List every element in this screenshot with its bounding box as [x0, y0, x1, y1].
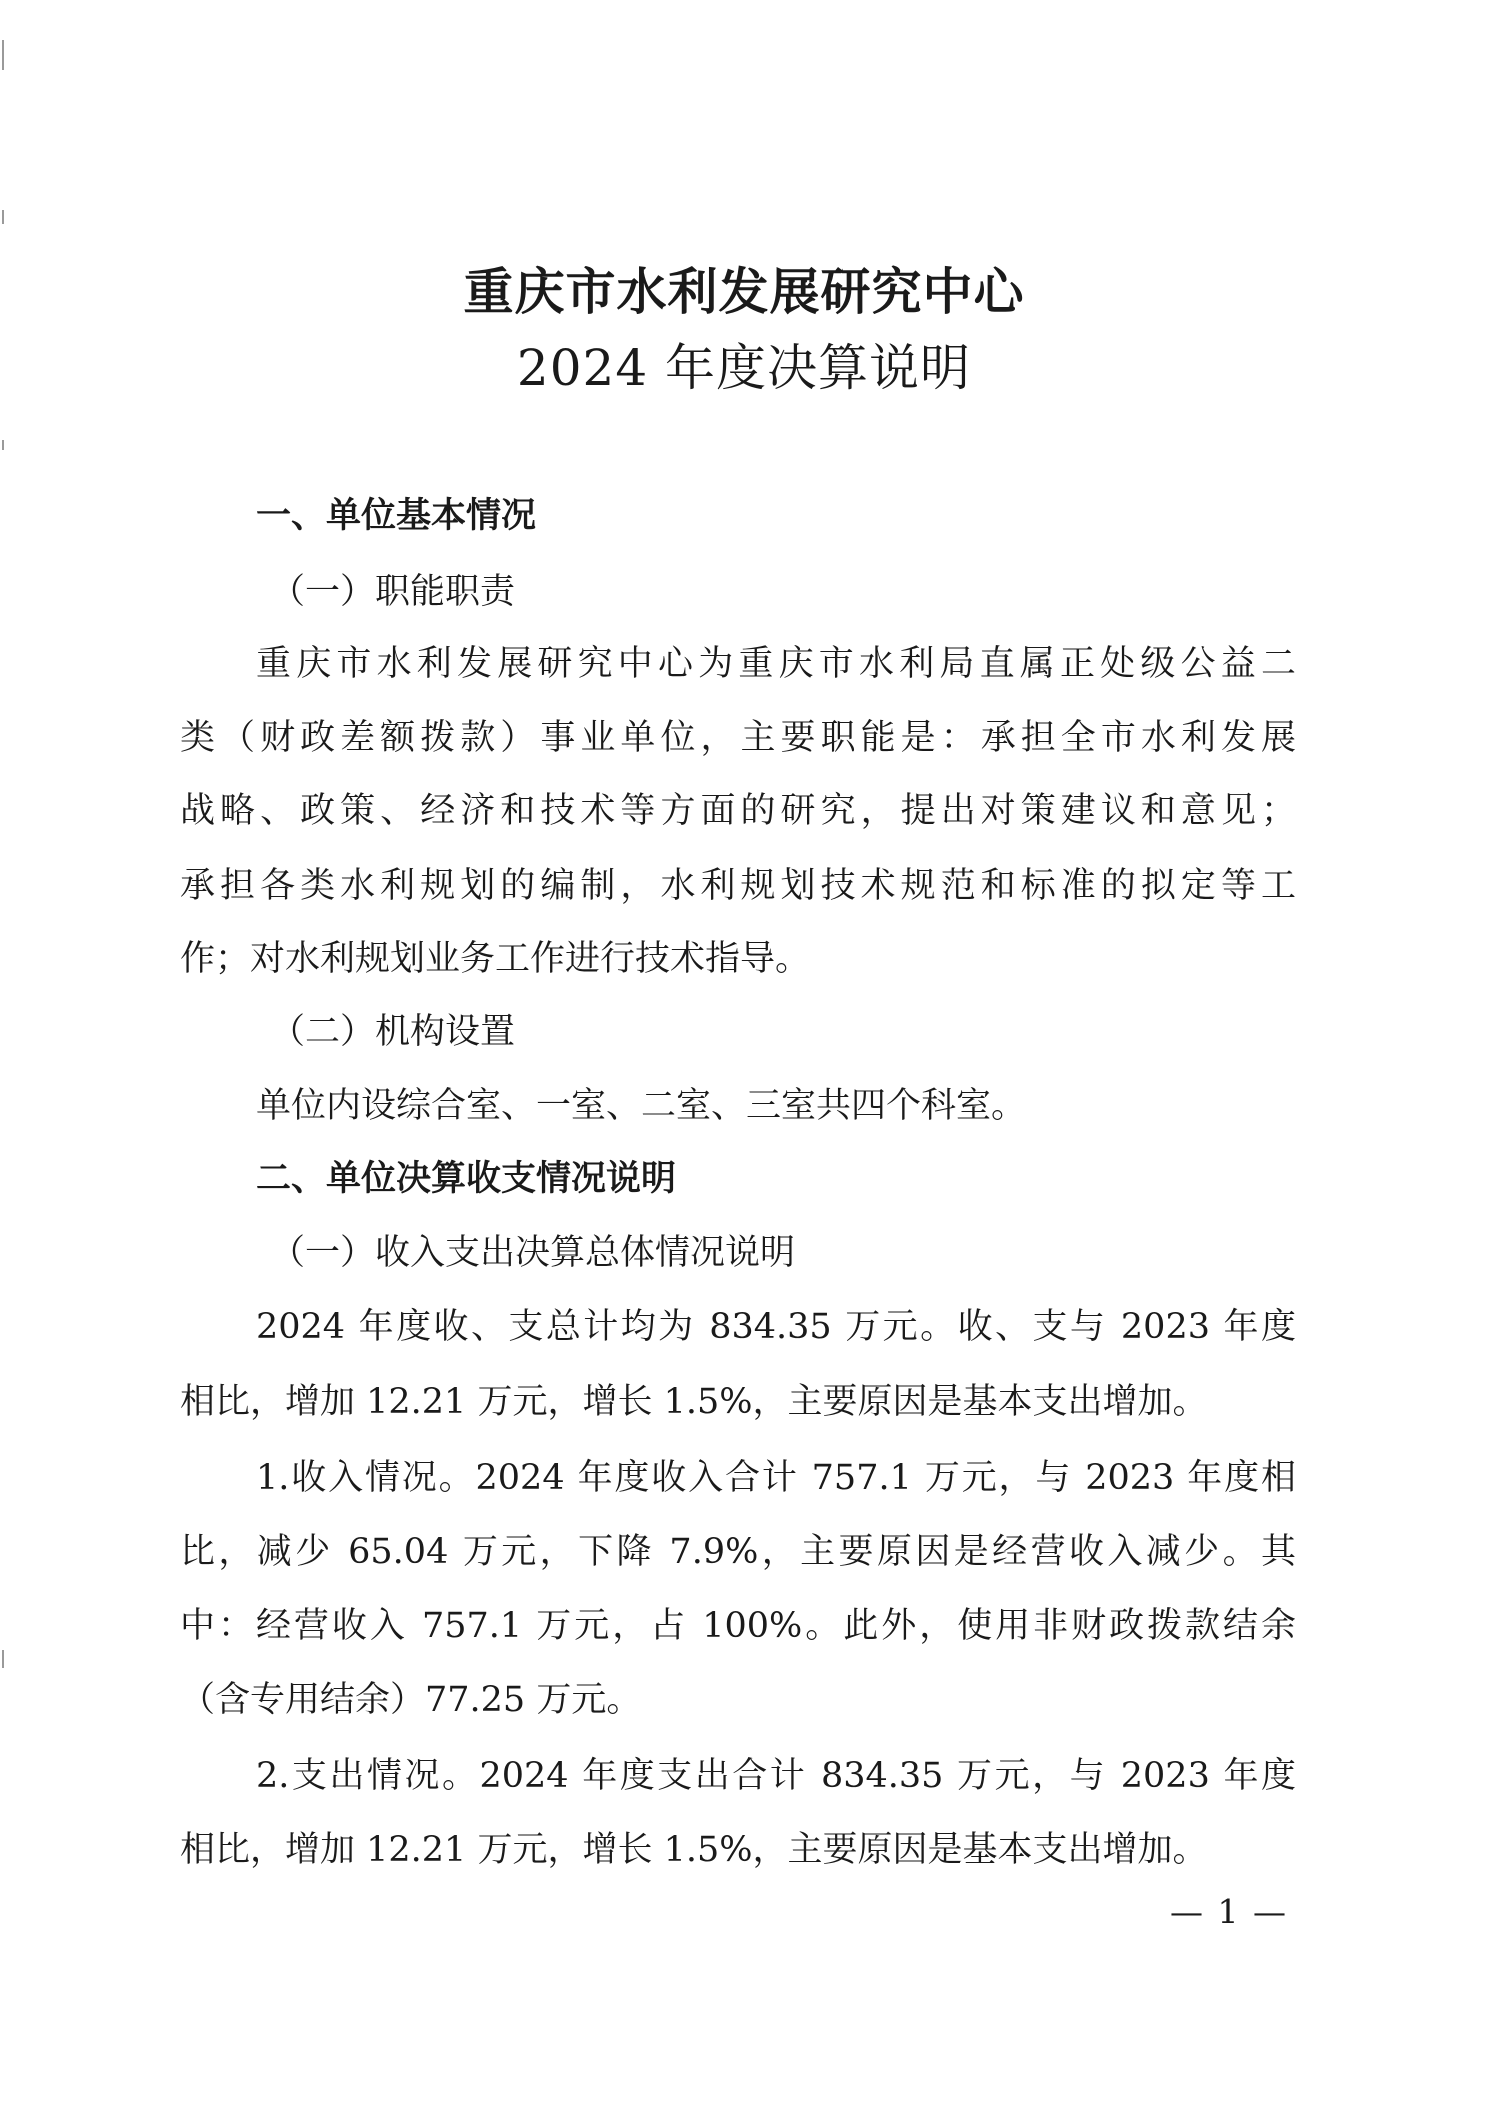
section-heading-1: 一、单位基本情况 [256, 496, 537, 536]
paragraph-line: 1.收入情况。2024 年度收入合计 757.1 万元，与 2023 年度相 [256, 1458, 1296, 1498]
paragraph-line: 单位内设综合室、一室、二室、三室共四个科室。 [256, 1086, 1027, 1126]
scan-margin-mark [2, 40, 4, 70]
paragraph-line: 作；对水利规划业务工作进行技术指导。 [180, 939, 811, 979]
paragraph-line: 重庆市水利发展研究中心为重庆市水利局直属正处级公益二 [256, 644, 1296, 684]
paragraph-line: 类（财政差额拨款）事业单位，主要职能是：承担全市水利发展 [180, 718, 1296, 758]
paragraph-line: 2024 年度收、支总计均为 834.35 万元。收、支与 2023 年度 [256, 1307, 1296, 1347]
paragraph-line: （含专用结余）77.25 万元。 [180, 1680, 642, 1720]
section-heading-2: 二、单位决算收支情况说明 [256, 1159, 677, 1199]
scan-margin-mark [2, 210, 4, 224]
subsection-heading-overall: （一）收入支出决算总体情况说明 [270, 1233, 796, 1273]
paragraph-line: 比，减少 65.04 万元，下降 7.9%，主要原因是经营收入减少。其 [180, 1532, 1296, 1572]
document-subtitle: 2024 年度决算说明 [516, 339, 972, 397]
scan-margin-mark [2, 1650, 4, 1668]
subsection-heading-organization: （二）机构设置 [270, 1012, 516, 1052]
subsection-heading-functions: （一）职能职责 [270, 572, 516, 612]
paragraph-line: 中：经营收入 757.1 万元，占 100%。此外，使用非财政拨款结余 [180, 1606, 1296, 1646]
paragraph-line: 相比，增加 12.21 万元，增长 1.5%，主要原因是基本支出增加。 [180, 1382, 1208, 1422]
paragraph-line: 2.支出情况。2024 年度支出合计 834.35 万元，与 2023 年度 [256, 1756, 1296, 1796]
page-number: — 1 — [1170, 1892, 1288, 1931]
paragraph-line: 相比，增加 12.21 万元，增长 1.5%，主要原因是基本支出增加。 [180, 1830, 1208, 1870]
document-title: 重庆市水利发展研究中心 [463, 262, 1025, 321]
paragraph-line: 承担各类水利规划的编制，水利规划技术规范和标准的拟定等工 [180, 866, 1296, 906]
scan-margin-mark [2, 440, 4, 450]
paragraph-line: 战略、政策、经济和技术等方面的研究，提出对策建议和意见； [180, 791, 1296, 831]
